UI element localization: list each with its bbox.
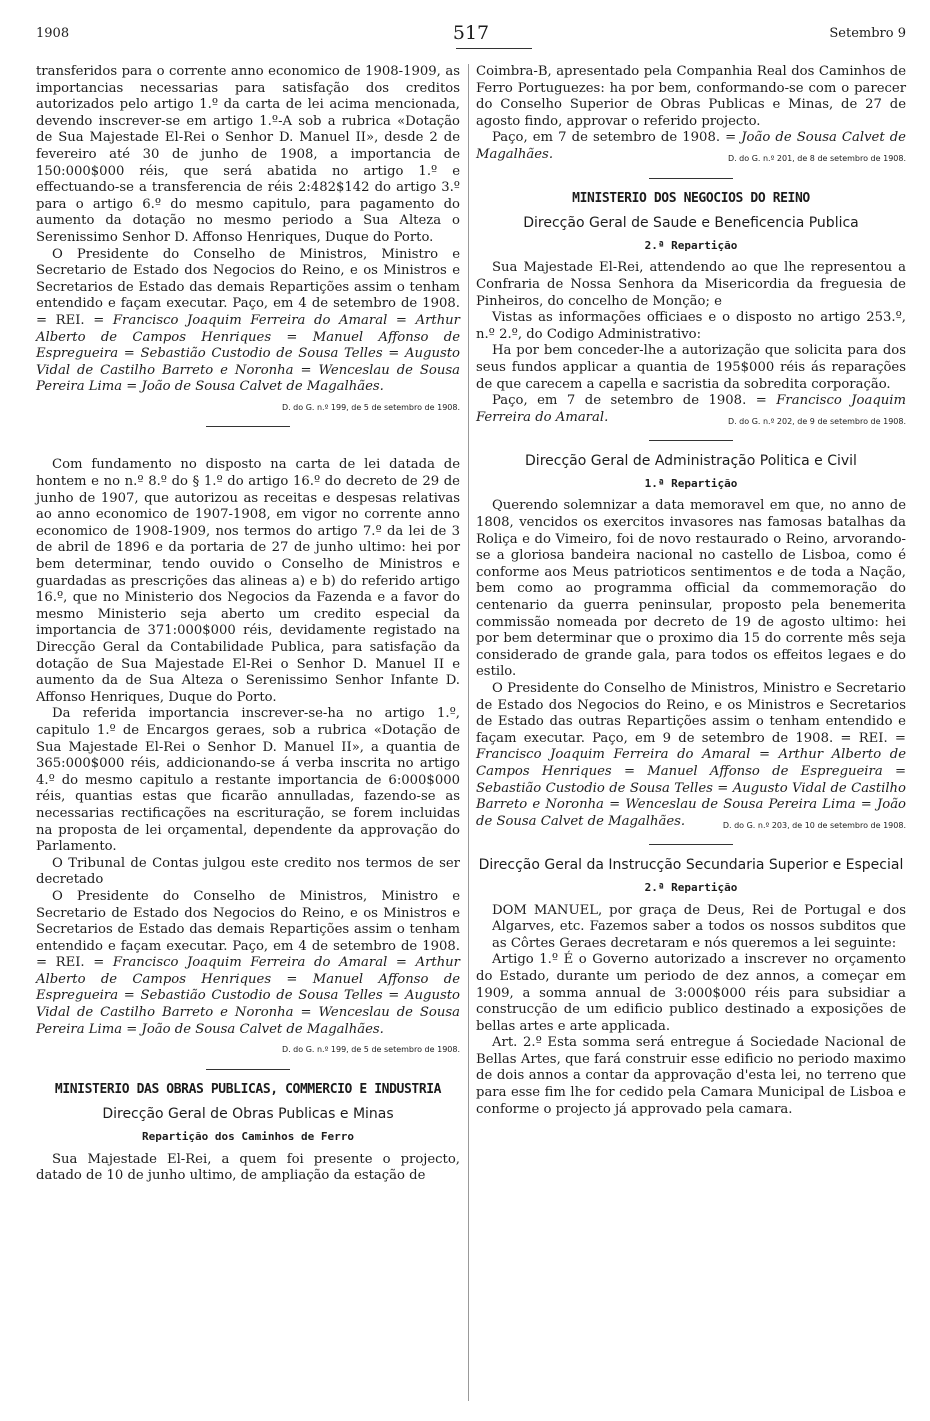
paragraph: DOM MANUEL, por graça de Deus, Rei de Portugal e dos Algarves, etc. Fazemos saber a todos os nossos subditos que as Côrtes Geraes decretaram e nós queremos a lei seguinte: [492,902,906,951]
paragraph [476,130,906,163]
source-note: D. do G. n.º 202, de 9 de setembro de 1908. [727,416,906,426]
paragraph [36,246,460,412]
ministry-heading: MINISTERIO DOS NEGOCIOS DO REINO [572,190,810,206]
paragraph-text: O Presidente do Conselho de Ministros, Ministro e Secretario de Estado dos Negocios do Reino, e os Ministros e Secretarios de Estado das demais Repartições assim o tenham entendido e façam executar. Paço, em 4 de setembro de 1908. = REI. = [36,888,460,971]
direction-heading: Direcção Geral de Obras Publicas e Minas [102,1106,394,1123]
column-divider [468,64,469,1401]
source-note: D. do G. n.º 199, de 5 de setembro de 1908. [281,402,460,412]
signatures: Francisco Joaquim Ferreira do Amaral = Arthur Alberto de Campos Henriques = Manuel Affonso de Espregueira = Sebastião Custodio de Sousa Telles = Augusto Vidal de Castilho Barreto e Noronha = Wenceslau de Sousa Pereira Lima = João de Sousa Calvet de Magalhães. [36,312,460,395]
header-year: 1908 [36,26,70,41]
signatures: Francisco Joaquim Ferreira do Amaral. [476,393,906,425]
direction-heading: Direcção Geral de Administração Politica e Civil [525,453,857,470]
source-note: D. do G. n.º 203, de 10 de setembro de 1908. [722,820,906,830]
source-note: D. do G. n.º 201, de 8 de setembro de 1908. [727,153,906,163]
paragraph: Coimbra-B, apresentado pela Companhia Real dos Caminhos de Ferro Portuguezes: ha por bem, conformando-se com o parecer do Conselho Superior de Obras Publicas e Minas, de 27 de agosto findo, approvar o referido projecto. [476,64,906,129]
paragraph: Vistas as informações officiaes e o disposto no artigo 253.º, n.º 2.º, do Codigo Administrativo: [476,310,906,342]
section-rule [649,844,733,845]
paragraph [36,888,460,1055]
repartition-heading: 1.ª Repartição [644,476,738,490]
header-rule [456,48,532,49]
paragraph: Querendo solemnizar a data memoravel em que, no anno de 1808, vencidos os exercitos invasores nas famosas batalhas da Roliça e do Vimeiro, foi de novo restaurado o Reino, arvorando-se a gloriosa bandeira nacional no castello de Lisboa, como é conforme aos Meus patrioticos sentimentos e de toda a Nação, bem como ao programma official da commemoração do centenario da guerra peninsular, proposto pela benemerita commissão nomeada por decreto de 19 de agosto ultimo: hei por bem determinar que o proximo dia 15 do corrente mês seja considerado de grande gala, para todos os effeitos legaes e do estilo. [476,498,906,680]
paragraph-text: Paço, em 7 de setembro de 1908. = [492,393,767,409]
paragraph: Ha por bem conceder-lhe a autorização que solicita para dos seus fundos applicar a quantia de 195$000 réis ás reparações de que carecem a capella e sacristia da sobredita corporação. [476,343,906,392]
header-date: Setembro 9 [829,26,906,41]
section-rule [206,426,290,427]
right-column [476,64,906,1118]
ministry-heading: MINISTERIO DAS OBRAS PUBLICAS, COMMERCIO E INDUSTRIA [54,1081,442,1097]
direction-heading: Direcção Geral da Instrucção Secundaria Superior e Especial [478,857,904,874]
section-rule [206,1069,290,1070]
paragraph: transferidos para o corrente anno economico de 1908-1909, as importancias necessarias para satisfação dos creditos autorizados pelo artigo 1.º da carta de lei acima mencionada, devendo inscrever-se em artigo 1.º-A sob a rubrica «Dotação de Sua Majestade El-Rei o Senhor D. Manuel II», desde 2 de fevereiro até 30 de junho de 1908, a importancia de 150:000$000 réis, que será abatida no artigo 1.º e effectuando-se a transferencia de réis 2:482$142 do artigo 3.º para o artigo 6.º do mesmo capitulo, para pagamento do aumento da dotação no mesmo periodo a Sua Alteza o Serenissimo Senhor D. Affonso Henriques, Duque do Porto. [36,64,460,245]
repartition-heading: Repartição dos Caminhos de Ferro [142,1130,354,1144]
signatures: João de Sousa Calvet de Magalhães. [476,130,906,162]
repartition-heading: 2.ª Repartição [644,238,738,252]
signatures: Francisco Joaquim Ferreira do Amaral = Arthur Alberto de Campos Henriques = Manuel Affonso de Espregueira = Sebastião Custodio de Sousa Telles = Augusto Vidal de Castilho Barreto e Noronha = Wenceslau de Sousa Pereira Lima = João de Sousa Calvet de Magalhães. [36,955,460,1037]
paragraph-text: O Presidente do Conselho de Ministros, Ministro e Secretario de Estado dos Negocios do Reino, e os Ministros e Secretarios de Estado das demais Repartições assim o tenham entendido e façam executar. Paço, em 4 de setembro de 1908. = REI. = [36,246,460,328]
paragraph: Art. 2.º Esta somma será entregue á Sociedade Nacional de Bellas Artes, que fará construir esse edificio no periodo maximo de dois annos a contar da approvação d'esta lei, no terreno que para esse fim lhe for cedido pela Camara Municipal de Lisboa e conforme o projecto já approvado pela camara. [476,1035,906,1117]
left-column [36,64,460,1185]
paragraph: O Tribunal de Contas julgou este credito nos termos de ser decretado [36,855,460,888]
paragraph: Sua Majestade El-Rei, attendendo ao que lhe representou a Confraria de Nossa Senhora da Misericordia da freguesia de Pinheiros, do concelho de Monção; e [476,260,906,309]
repartition-heading: 2.ª Repartição [644,880,738,894]
paragraph-text: Paço, em 7 de setembro de 1908. = [492,130,737,146]
direction-heading: Direcção Geral de Saude e Beneficencia Publica [523,215,859,232]
paragraph [476,393,906,426]
page-number: 517 [452,22,490,44]
paragraph: Sua Majestade El-Rei, a quem foi presente o projecto, datado de 10 de junho ultimo, de ampliação da estação de [36,1151,460,1184]
section-rule [649,178,733,179]
paragraph: Com fundamento no disposto na carta de lei datada de hontem e no n.º 8.º do § 1.º do artigo 16.º do decreto de 29 de junho de 1907, que autorizou as receitas e despesas relativas ao anno economico de 1907-1908, em vigor no corrente anno economico de 1908-1909, nos termos do artigo 7.º da lei de 3 de abril de 1896 e da portaria de 27 de junho ultimo: hei por bem determinar, tendo ouvido o Conselho de Ministros e guardadas as prescrições das alineas a) e b) do referido artigo 16.º, que no Ministerio dos Negocios da Fazenda e a favor do mesmo Ministerio seja aberto um credito especial da importancia de 371:000$000 réis, devidamente registado na Direcção Geral da Contabilidade Publica, para satisfação da dotação de Sua Majestade El-Rei o Senhor D. Manuel II e aumento da de Sua Alteza o Serenissimo Senhor Infante D. Affonso Henriques, Duque do Porto. [36,457,460,705]
paragraph-text: O Presidente do Conselho de Ministros, Ministro e Secretario de Estado dos Negocios do Reino, e os Ministros e Secretarios de Estado das outras Repartições assim o tenham entendido e façam executar. Paço, em 9 de setembro de 1908. = REI. = [476,681,906,746]
paragraph: Da referida importancia inscrever-se-ha no artigo 1.º, capitulo 1.º de Encargos geraes, sob a rubrica «Dotação de Sua Majestade El-Rei o Senhor D. Manuel II», a quantia de 365:000$000 réis, addicionando-se á verba inscrita no artigo 4.º do mesmo capitulo a restante importancia de 6:000$000 réis, quantias estas que ficarão annulladas, fazendo-se as necessarias rectificações na escrituração, se forem incluidas na proposta de lei orçamental, dependente da approvação do Parlamento. [36,706,460,855]
paragraph [476,681,906,830]
source-note: D. do G. n.º 199, de 5 de setembro de 1908. [281,1045,460,1055]
page-header [36,22,906,48]
signatures: Francisco Joaquim Ferreira do Amaral = Arthur Alberto de Campos Henriques = Manuel Affonso de Espregueira = Sebastião Custodio de Sousa Telles = Augusto Vidal de Castilho Barreto e Noronha = Wenceslau de Sousa Pereira Lima = João de Sousa Calvet de Magalhães. [476,747,906,829]
paragraph: Artigo 1.º É o Governo autorizado a inscrever no orçamento do Estado, durante um periodo de dez annos, a começar em 1909, a somma annual de 3:000$000 réis para subsidiar a construcção de um edificio publico destinado a exposições de bellas artes e arte applicada. [476,952,906,1034]
section-rule [649,440,733,441]
